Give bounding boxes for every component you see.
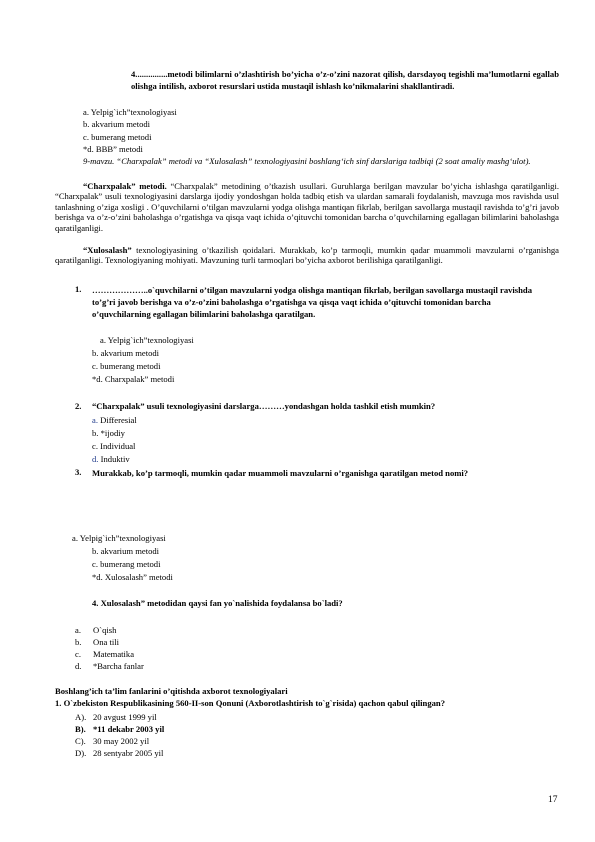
paragraph-lead: “Xulosalash”	[83, 245, 132, 255]
q4-option-c: c. bumerang metodi	[83, 132, 152, 142]
option-item: c. bumerang metodi	[92, 559, 161, 569]
option-item: c. bumerang metodi	[92, 361, 161, 371]
option-item	[92, 441, 135, 451]
option-letter: c.	[75, 649, 81, 659]
option-item: a. Yelpig`ich”texnologiyasi	[72, 533, 166, 543]
paragraph-body: “Charxpalak” metodining o’tkazish usullari. Guruhlarga berilgan mavzular bo’yicha ishlashga qaratilganligi. “Charxpalak” usuli texnologiyasini darslarga ijodiy yondoshgan holda tadbiq etish va ulardan samarali foydalanish, mavzuga mos ravishda usul tanlashning o’ziga xosligi . O’quvchilarni o’tilgan mavzularni yodga olishga mantiqan fikrlab, berilgan savollarga mustaqil ravishda to’g’ri javob berishga va o’z-o’zini baholashga o’rgatishga va qisqa vaqt ichida o’qituvchi tomonidan barcha o’quvchilarning egallagan bilimlarini baholashga qaratilganligi.	[55, 181, 560, 233]
option-letter: B).	[75, 724, 86, 734]
paragraph-charxpalak	[55, 181, 559, 233]
question-number: 2.	[75, 401, 82, 411]
option-label: O`qish	[93, 625, 117, 635]
topic-heading: 9-mavzu. “Charxpalak” metodi va “Xulosalash” texnologiyasini boshlang‘ich sinf darslariga tadbiqi (2 soat amaliy mashg‘ulot).	[83, 156, 531, 166]
option-item	[75, 748, 163, 758]
option-item	[92, 454, 130, 464]
option-item	[75, 649, 134, 659]
section-question: 1. O`zbekiston Respublikasining 560-II-son Qonuni (Axborotlashtirish to`g`risida) qachon qabul qilingan?	[55, 698, 446, 708]
question-number: 3.	[75, 467, 82, 477]
option-label: *Barcha fanlar	[93, 661, 144, 671]
question-text: 4. Xulosalash” metodidan qaysi fan yo`nalishida foydalansa bo`ladi?	[92, 598, 343, 608]
option-label: Matematika	[93, 649, 135, 659]
option-item	[75, 736, 149, 746]
option-label: Individual	[100, 441, 136, 451]
option-item: *d. Charxpalak” metodi	[92, 374, 175, 384]
option-letter: D).	[75, 748, 87, 758]
q4-option-d: *d. BBB” metodi	[83, 144, 143, 154]
option-item	[75, 712, 157, 722]
option-item	[75, 637, 119, 647]
option-label: Induktiv	[100, 454, 130, 464]
option-item: a. Yelpig`ich”texnologiyasi	[100, 335, 194, 345]
paragraph-xulosalash	[55, 245, 559, 266]
option-letter: c.	[92, 441, 98, 451]
option-label: 28 sentyabr 2005 yil	[93, 748, 164, 758]
section-title: Boshlang’ich ta’lim fanlarini o’qitishda axborot texnologiyalari	[55, 686, 288, 696]
option-letter: A).	[75, 712, 87, 722]
q4-option-a: a. Yelpig`ich”texnologiyasi	[83, 107, 177, 117]
option-label: 20 avgust 1999 yil	[93, 712, 157, 722]
option-letter: b.	[92, 428, 99, 438]
q4-text: 4...............metodi bilimlarni o’zlashtirish bo’yicha o’z-o’zini nazorat qilish, darsdayoq tegishli ma’lumotlarni egallab olishga intilish, axborot resurslari ustida mustaqil ishlash ko’nikmalarini shakllantiradi.	[131, 69, 559, 92]
question-text: ………………..o`quvchilarni o’tilgan mavzularni yodga olishga mantiqan fikrlab, berilgan savollarga mustaqil ravishda to’g’ri javob berishga va o’z-o’zini baholashga o’rgatishga va qisqa vaqt ichida o’qituvchi tomonidan barcha o’quvchilarning egallagan bilimlarini baholashga qaratilgan.	[92, 285, 533, 320]
option-letter: b.	[75, 637, 82, 647]
paragraph-body: texnologiyasining o’tkazilish qoidalari. Murakkab, ko’p tarmoqli, mumkin qadar muammoli mavzularni o’rganishga qaratilganligi. Texnologiyaning mohiyati. Mavzuning turli tarmoqlari bo’yicha axborot berilishiga qaratilganligi.	[55, 245, 559, 266]
option-label: *ijodiy	[100, 428, 125, 438]
page-number: 17	[548, 795, 558, 805]
question-text: Murakkab, ko’p tarmoqli, mumkin qadar muammoli mavzularni o’rganishga qaratilgan metod nomi?	[92, 468, 469, 478]
option-item: b. akvarium metodi	[92, 546, 160, 556]
option-item	[75, 661, 144, 671]
q4-option-b: b. akvarium metodi	[83, 119, 151, 129]
paragraph-lead: “Charxpalak” metodi.	[83, 181, 167, 191]
option-item	[75, 625, 116, 635]
option-item: *d. Xulosalash” metodi	[92, 572, 173, 582]
option-letter: d.	[75, 661, 82, 671]
option-label: *11 dekabr 2003 yil	[93, 724, 165, 734]
option-letter: a.	[92, 415, 98, 425]
question-number: 1.	[75, 284, 82, 294]
question-text: “Charxpalak” usuli texnologiyasini darslarga………yondashgan holda tashkil etish mumkin?	[92, 401, 436, 411]
option-letter: C).	[75, 736, 86, 746]
option-item-correct	[75, 724, 164, 734]
option-label: Ona tili	[93, 637, 120, 647]
option-item	[92, 428, 125, 438]
option-item	[92, 415, 137, 425]
option-letter: d.	[92, 454, 99, 464]
option-label: Differesial	[100, 415, 137, 425]
option-label: 30 may 2002 yil	[93, 736, 150, 746]
option-letter: a.	[75, 625, 81, 635]
option-item: b. akvarium metodi	[92, 348, 160, 358]
